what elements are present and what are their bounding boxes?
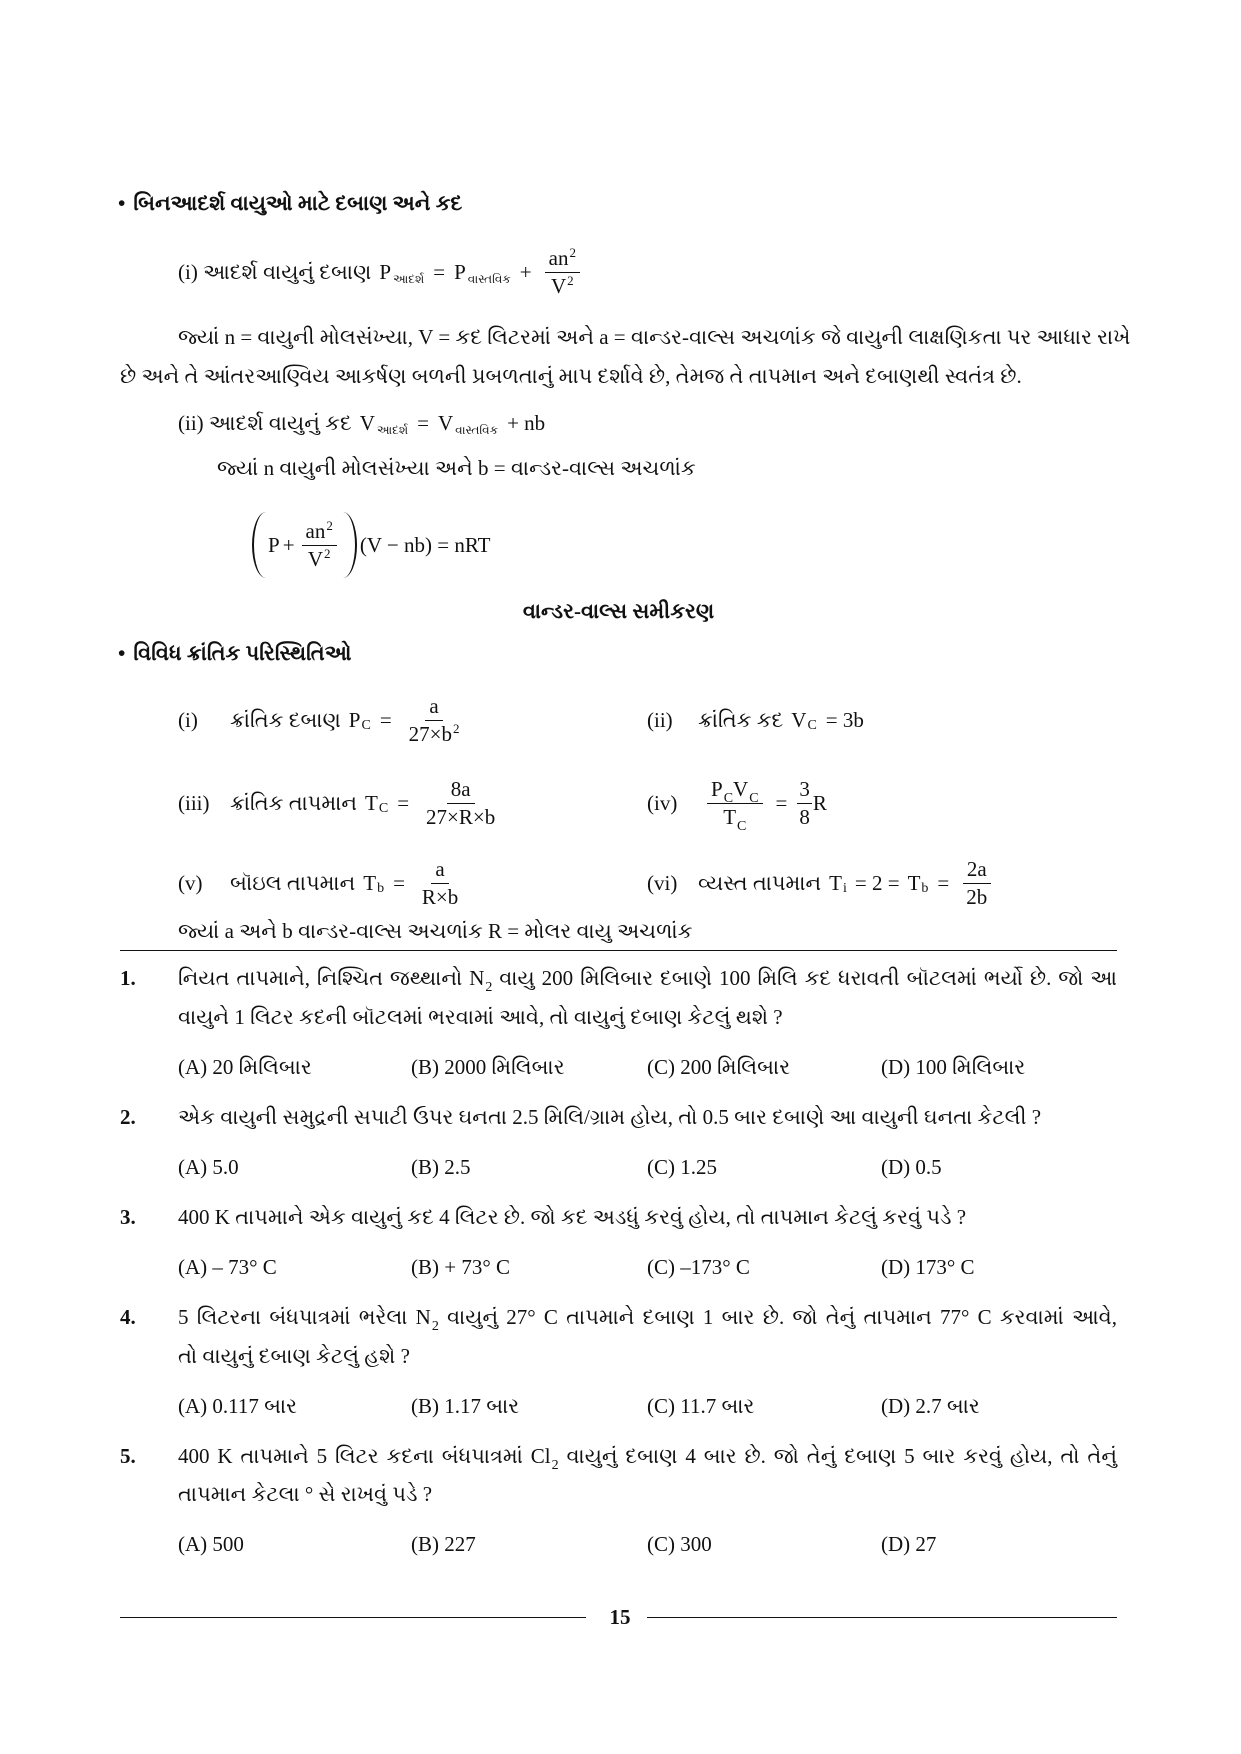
text-part: 5 લિટરના બંધપાત્રમાં ભરેલા N xyxy=(178,1305,431,1329)
fraction-numerator: 2a xyxy=(963,857,991,883)
question-number: 1. xyxy=(120,966,136,990)
denominator-superscript: 2 xyxy=(567,272,574,288)
item-label: (vi) xyxy=(647,871,678,895)
option-d: (D) 27 xyxy=(881,1532,937,1556)
text-part: વાયુનું 27° C તાપમાને દબાણ 1 બાર છે. જો તેનું તાપમાન 77° C કરવામાં આવે, xyxy=(438,1305,1117,1329)
question-4-line-2: તો વાયુનું દબાણ કેટલું હશે ? xyxy=(178,1344,410,1368)
three-eighths-fraction xyxy=(797,777,812,828)
vc-symbol: V xyxy=(733,777,749,802)
question-5-line-1 xyxy=(178,1442,1117,1474)
equals-sign: = xyxy=(379,708,392,732)
p-ideal-symbol: P xyxy=(379,260,392,284)
p-real-subscript: વાસ્તવિક xyxy=(467,272,511,286)
item-text: ક્રાંતિક તાપમાન xyxy=(230,791,358,815)
subscript: b xyxy=(377,881,385,896)
inversion-temperature-formula xyxy=(647,851,995,915)
item-label: (i) xyxy=(178,708,198,732)
fraction-numerator: 8a xyxy=(447,777,475,803)
item-text: વ્યસ્ત તાપમાન xyxy=(698,871,822,895)
option-d: (D) 2.7 બાર xyxy=(881,1394,980,1418)
fraction-denominator xyxy=(719,804,750,834)
volume-note: જ્યાં n વાયુની મોલસંખ્યા અને b = વાન્ડર-વાલ્સ અચળાંક xyxy=(217,456,696,480)
question-1-line-2: વાયુને 1 લિટર કદની બૉટલમાં ભરવામાં આવે, તો વાયુનું દબાણ કેટલું થશે ? xyxy=(178,1005,783,1029)
v-ideal-subscript: આદર્શ xyxy=(376,423,409,437)
subscript: i xyxy=(842,881,847,896)
section-heading-text: વિવિધ ક્રાંતિક પરિસ્થિતિઓ xyxy=(133,641,352,665)
symbol-2: T xyxy=(907,871,921,895)
bullet-icon: • xyxy=(118,641,126,665)
question-1-line-1 xyxy=(178,964,1117,996)
symbol: P xyxy=(348,708,361,732)
item-text: બૉઇલ તાપમાન xyxy=(230,871,356,895)
v-ideal-symbol: V xyxy=(359,411,375,435)
option-a: (A) 500 xyxy=(178,1532,244,1556)
text-part: વાયુ 200 મિલિબાર દબાણે 100 મિલિ કદ ધરાવતી બૉટલમાં ભર્યો છે. જો આ xyxy=(492,966,1117,990)
question-number: 3. xyxy=(120,1205,136,1229)
critical-volume-formula xyxy=(647,688,864,752)
item-label: (iii) xyxy=(178,791,210,815)
equals-sign: = xyxy=(417,411,429,435)
denominator-text: V xyxy=(550,273,567,298)
item-text: ક્રાંતિક દબાણ xyxy=(230,708,341,732)
fraction-denominator xyxy=(547,273,578,298)
p-ideal-subscript: આદર્શ xyxy=(393,272,425,286)
text-part: વાયુનું દબાણ 4 બાર છે. જો તેનું દબાણ 5 બાર કરવું હોય, તો તેનું xyxy=(558,1444,1117,1468)
an2-over-v2-fraction xyxy=(302,519,337,570)
question-5-line-2: તાપમાન કેટલા ° સે રાખવું પડે ? xyxy=(178,1482,433,1506)
symbol: T xyxy=(829,871,842,895)
ideal-pressure-label: (i) આદર્શ વાયુનું દબાણ xyxy=(178,260,372,284)
fraction xyxy=(962,857,991,908)
fraction-denominator: 2b xyxy=(966,884,988,909)
explanation-paragraph-line-2: છે અને તે આંતરઆણ્વિય આકર્ષણ બળની પ્રબળતાનું માપ દર્શાવે છે, તેમજ તે તાપમાન અને દબાણથી સ્વતંત્ર છે. xyxy=(120,364,1022,388)
tc-subscript: C xyxy=(737,818,747,834)
tc-symbol: T xyxy=(723,804,737,829)
section-heading-non-ideal-gases xyxy=(118,189,462,217)
fraction xyxy=(422,777,499,828)
v-real-symbol: V xyxy=(437,411,454,435)
option-c: (C) 11.7 બાર xyxy=(647,1394,755,1418)
question-number: 5. xyxy=(120,1444,136,1468)
fraction-numerator: 3 xyxy=(797,777,812,803)
symbol: V xyxy=(791,708,807,732)
numerator-text: an xyxy=(305,519,326,544)
option-b: (B) 227 xyxy=(411,1532,476,1556)
v-real-subscript: વાસ્તવિક xyxy=(455,423,499,437)
option-a: (A) 20 મિલિબાર xyxy=(178,1055,312,1079)
section-heading-critical-conditions xyxy=(118,639,351,667)
question-number: 2. xyxy=(120,1105,136,1129)
symbol: T xyxy=(365,791,378,815)
p-symbol: P xyxy=(268,533,280,557)
subscript: 2 xyxy=(551,1458,559,1473)
fraction-denominator xyxy=(304,546,335,571)
explanation-paragraph-line-1: જ્યાં n = વાયુની મોલસંખ્યા, V = કદ લિટરમાં અને a = વાન્ડર-વાલ્સ અચળાંક જે વાયુની લાક્ષણિકતા પર આધાર રાખે xyxy=(178,325,1131,349)
vc-subscript: C xyxy=(749,791,759,807)
numerator-superscript: 2 xyxy=(569,245,576,261)
equation-rest: (V − nb) = nRT xyxy=(359,533,491,557)
fraction-numerator xyxy=(545,246,580,272)
denominator-text: 27×b xyxy=(408,721,452,746)
ideal-volume-label: (ii) આદર્શ વાયુનું કદ xyxy=(178,411,352,435)
item-label: (iv) xyxy=(647,791,678,815)
fraction-denominator: 8 xyxy=(799,804,810,829)
option-a: (A) 0.117 બાર xyxy=(178,1394,297,1418)
option-c: (C) 300 xyxy=(647,1532,712,1556)
pc-subscript: C xyxy=(723,791,734,807)
left-parenthesis xyxy=(252,512,266,578)
option-a: (A) – 73° C xyxy=(178,1255,277,1279)
pc-symbol: P xyxy=(711,777,723,802)
equals-sign: = xyxy=(397,791,410,815)
subscript: 2 xyxy=(485,980,493,995)
bullet-icon: • xyxy=(118,191,126,215)
fraction-numerator xyxy=(707,777,763,807)
subscript: 2 xyxy=(431,1319,439,1334)
plus-nb-term: + nb xyxy=(507,411,546,435)
subscript: C xyxy=(361,718,371,733)
plus-sign: + xyxy=(282,533,295,557)
fraction-denominator: 27×R×b xyxy=(426,804,496,829)
an2-over-v2-fraction xyxy=(545,246,580,297)
denominator-text: V xyxy=(307,546,324,571)
ideal-pressure-formula xyxy=(178,240,584,304)
denominator-superscript: 2 xyxy=(324,545,331,561)
symbol: T xyxy=(363,871,377,895)
denominator-superscript: 2 xyxy=(453,720,460,736)
fraction-denominator xyxy=(405,721,464,746)
footer-rule-right xyxy=(647,1617,1117,1618)
pcvc-over-tc-fraction xyxy=(707,777,763,834)
numerator-superscript: 2 xyxy=(326,518,333,534)
item-label: (ii) xyxy=(647,708,673,732)
critical-temperature-formula xyxy=(178,771,503,835)
option-d: (D) 0.5 xyxy=(881,1155,942,1179)
equals-sign: = xyxy=(393,871,405,895)
footer-rule-left xyxy=(120,1617,586,1618)
critical-pressure-formula xyxy=(178,688,468,752)
equation-caption: વાન્ડર-વાલ્સ સમીકરણ xyxy=(522,599,715,623)
option-d: (D) 173° C xyxy=(881,1255,975,1279)
fraction-numerator: a xyxy=(431,857,448,883)
question-number: 4. xyxy=(120,1305,136,1329)
fraction-numerator xyxy=(302,519,337,545)
text-part: નિયત તાપમાને, નિશ્ચિત જથ્થાનો N xyxy=(178,966,485,990)
subscript-2: b xyxy=(921,881,929,896)
option-b: (B) 1.17 બાર xyxy=(411,1394,520,1418)
option-b: (B) 2.5 xyxy=(411,1155,471,1179)
subscript: C xyxy=(378,801,389,816)
boyle-temperature-formula xyxy=(178,851,466,915)
constants-note: જ્યાં a અને b વાન્ડર-વાલ્સ અચળાંક R = મોલર વાયુ અચળાંક xyxy=(178,919,693,943)
ideal-volume-formula xyxy=(178,409,545,437)
option-d: (D) 100 મિલિબાર xyxy=(881,1055,1026,1079)
fraction-numerator: a xyxy=(425,694,442,720)
p-real-symbol: P xyxy=(454,260,466,284)
question-4-line-1 xyxy=(178,1303,1117,1335)
right-parenthesis xyxy=(343,512,357,578)
equals-sign: = xyxy=(937,871,950,895)
text-part: 400 K તાપમાને 5 લિટર કદના બંધપાત્રમાં Cl xyxy=(178,1444,551,1468)
r-symbol: R xyxy=(812,791,827,815)
section-heading-text: બિનઆદર્શ વાયુઓ માટે દબાણ અને કદ xyxy=(133,191,463,215)
option-b: (B) 2000 મિલિબાર xyxy=(411,1055,565,1079)
option-c: (C) 1.25 xyxy=(647,1155,717,1179)
option-b: (B) + 73° C xyxy=(411,1255,510,1279)
page-number: 15 xyxy=(609,1605,631,1629)
fraction xyxy=(418,857,462,908)
numerator-text: an xyxy=(548,246,569,271)
fraction-denominator: R×b xyxy=(421,884,459,909)
middle-term: = 2 = xyxy=(854,871,900,895)
equals-sign: = xyxy=(775,791,788,815)
question-3-line-1: 400 K તાપમાને એક વાયુનું કદ 4 લિટર છે. જો કદ અડધું કરવું હોય, તો તાપમાન કેટલું કરવું પડે ? xyxy=(178,1205,967,1229)
value: = 3b xyxy=(825,708,864,732)
critical-ratio-formula xyxy=(647,771,827,835)
option-c: (C) –173° C xyxy=(647,1255,750,1279)
item-text: ક્રાંતિક કદ xyxy=(698,708,784,732)
plus-sign: + xyxy=(519,260,532,284)
equals-sign: = xyxy=(433,260,446,284)
section-divider xyxy=(120,950,1117,951)
item-label: (v) xyxy=(178,871,203,895)
van-der-waals-equation xyxy=(252,509,490,581)
subscript: C xyxy=(807,718,817,733)
question-2-line-1: એક વાયુની સમુદ્રની સપાટી ઉપર ઘનતા 2.5 મિલિ/ગ્રામ હોય, તો 0.5 બાર દબાણે આ વાયુની ઘનતા કેટલી ? xyxy=(178,1105,1042,1129)
option-c: (C) 200 મિલિબાર xyxy=(647,1055,791,1079)
option-a: (A) 5.0 xyxy=(178,1155,239,1179)
fraction xyxy=(405,694,464,745)
